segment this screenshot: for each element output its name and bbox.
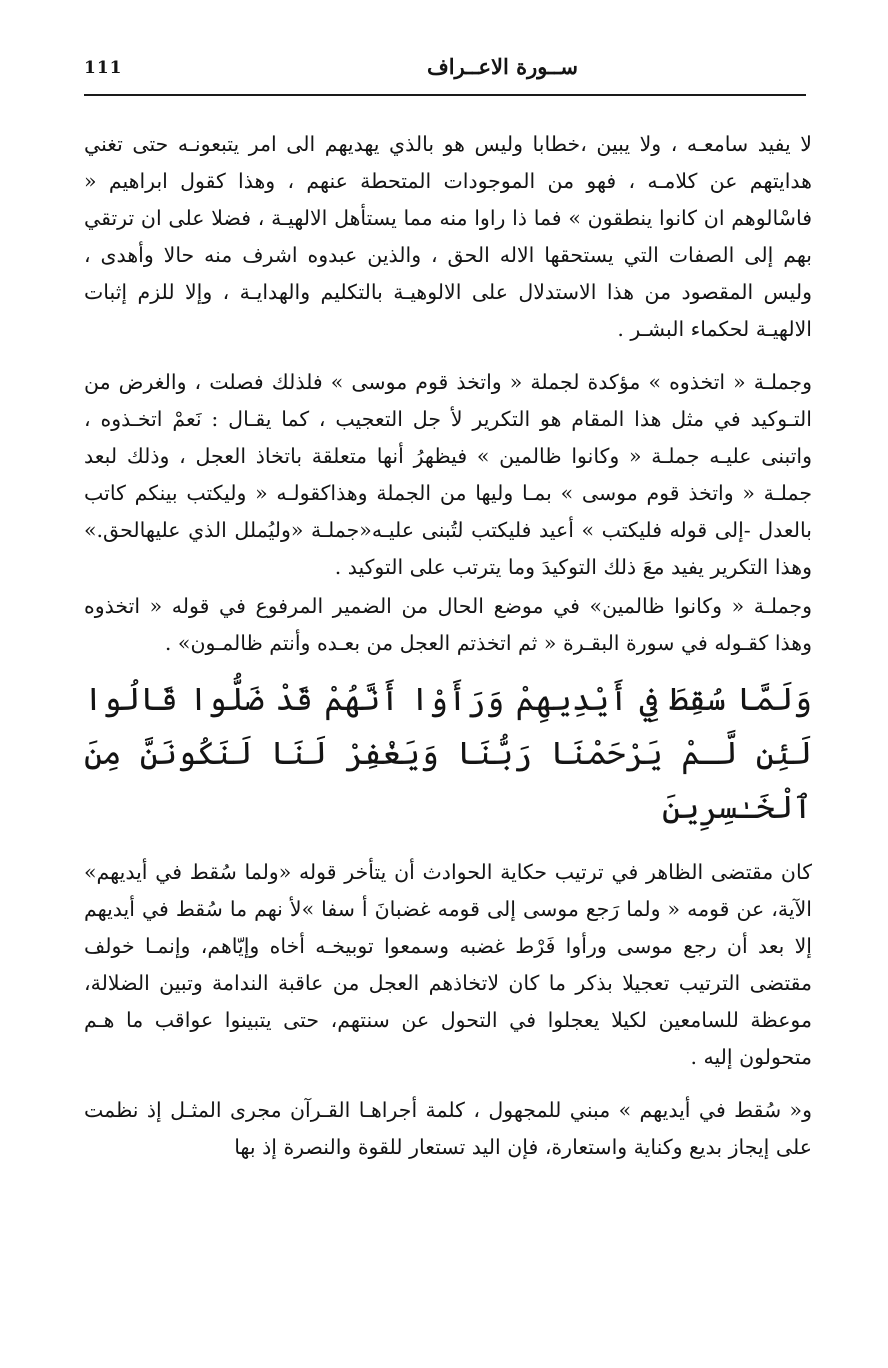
header-rule [84, 94, 806, 96]
page-number: 111 [84, 58, 123, 78]
page-header [84, 52, 804, 92]
quran-verse: وَلَمَّا سُقِطَ فِي أَيْدِيهِمْ وَرَأَوْا أَنَّهُمْ قَدْ ضَلُّوا قَالُوا لَئِن لَّـمْ يَرْحَمْنَا رَبُّنَا وَيَغْفِرْ لَنَا لَنَكُونَنَّ مِنَ ٱلْخَـٰسِرِينَ [84, 680, 812, 826]
page-body [84, 126, 812, 1166]
paragraph-2: وجملـة « اتخذوه » مؤكدة لجملة « واتخذ قوم موسى » فلذلك فصلت ، والغرض من التـوكيد في مثل هذا المقام هو التكرير لأ جل التعجيب ، كما يقـال : نَعمْ اتخـذوه ، واتبنى عليـه جملـة « وكانوا ظالمين » فيظهرُ أنها متعلقة باتخاذ العجل ، وذلك لبعد جملـة « واتخذ قوم موسى » بمـا وليها من الجملة وهذاكقولـه « وليكتب بينكم كاتب بالعدل -إلى قوله فليكتب » أعيد فليكتب لتُبنى عليـه«جملـة «وليُملل الذي عليهالحق.» وهذا التكرير يفيد معَ ذلك التوكيدَ وما يترتب على التوكيد . [84, 370, 812, 579]
paragraph-5: و« سُقط في أيديهم » مبني للمجهول ، كلمة أجراهـا القـرآن مجرى المثـل إذ نظمت على إيجاز بديع وكناية واستعارة، فإن اليد تستعار للقوة والنصرة إذ بها [84, 1098, 812, 1159]
paragraph-4: كان مقتضى الظاهر في ترتيب حكاية الحوادث أن يتأخر قوله «ولما سُقط في أيديهم» الآية، عن قومه « ولما رَجع موسى إلى قومه غضبانَ أ سفا »لأ نهم ما سُقط في أيديهم إلا بعد أن رجع موسى ورأوا فَرْط غضبه وسمعوا توبيخـه أخاه وإيّاهم، وإنمـا خولف مقتضى الترتيب تعجيلا بذكر ما كان لاتخاذهم العجل من عاقبة الندامة وتبين الضلالة، موعظة للسامعين لكيلا يعجلوا في التحول عن سنتهم، حتى يتبينوا عواقب ما هـم متحولون إليه . [84, 860, 812, 1069]
paragraph-1: لا يفيد سامعـه ، ولا يبين ،خطابا وليس هو بالذي يهديهم الى امر يتبعونـه حتى تغني هدايتهم عن كلامـه ، فهو من الموجودات المتحطة عنهم ، وهذا كقول ابراهيم « فاسْالوهم ان كانوا ينطقون » فما ذا راوا منه مما يستأهل الالهيـة ، فضلا على ان ترتقي بهم إلى الصفات التي يستحقها الاله الحق ، والذين عبدوه اشرف منه حالا وأهدى ، وليس المقصود من هذا الاستدلال على الالوهيـة بالتكليم والهدايـة ، وإلا للزم إثبات الالهيـة لحكماء البشـر . [84, 132, 812, 341]
running-title: ســورة الاعــراف [426, 54, 578, 79]
paragraph-3: وجملـة « وكانوا ظالمين» في موضع الحال من الضمير المرفوع في قوله « اتخذوه وهذا كقـوله في سورة البقـرة « ثم اتخذتم العجل من بعـده وأنتم ظالمـون» . [84, 594, 812, 655]
